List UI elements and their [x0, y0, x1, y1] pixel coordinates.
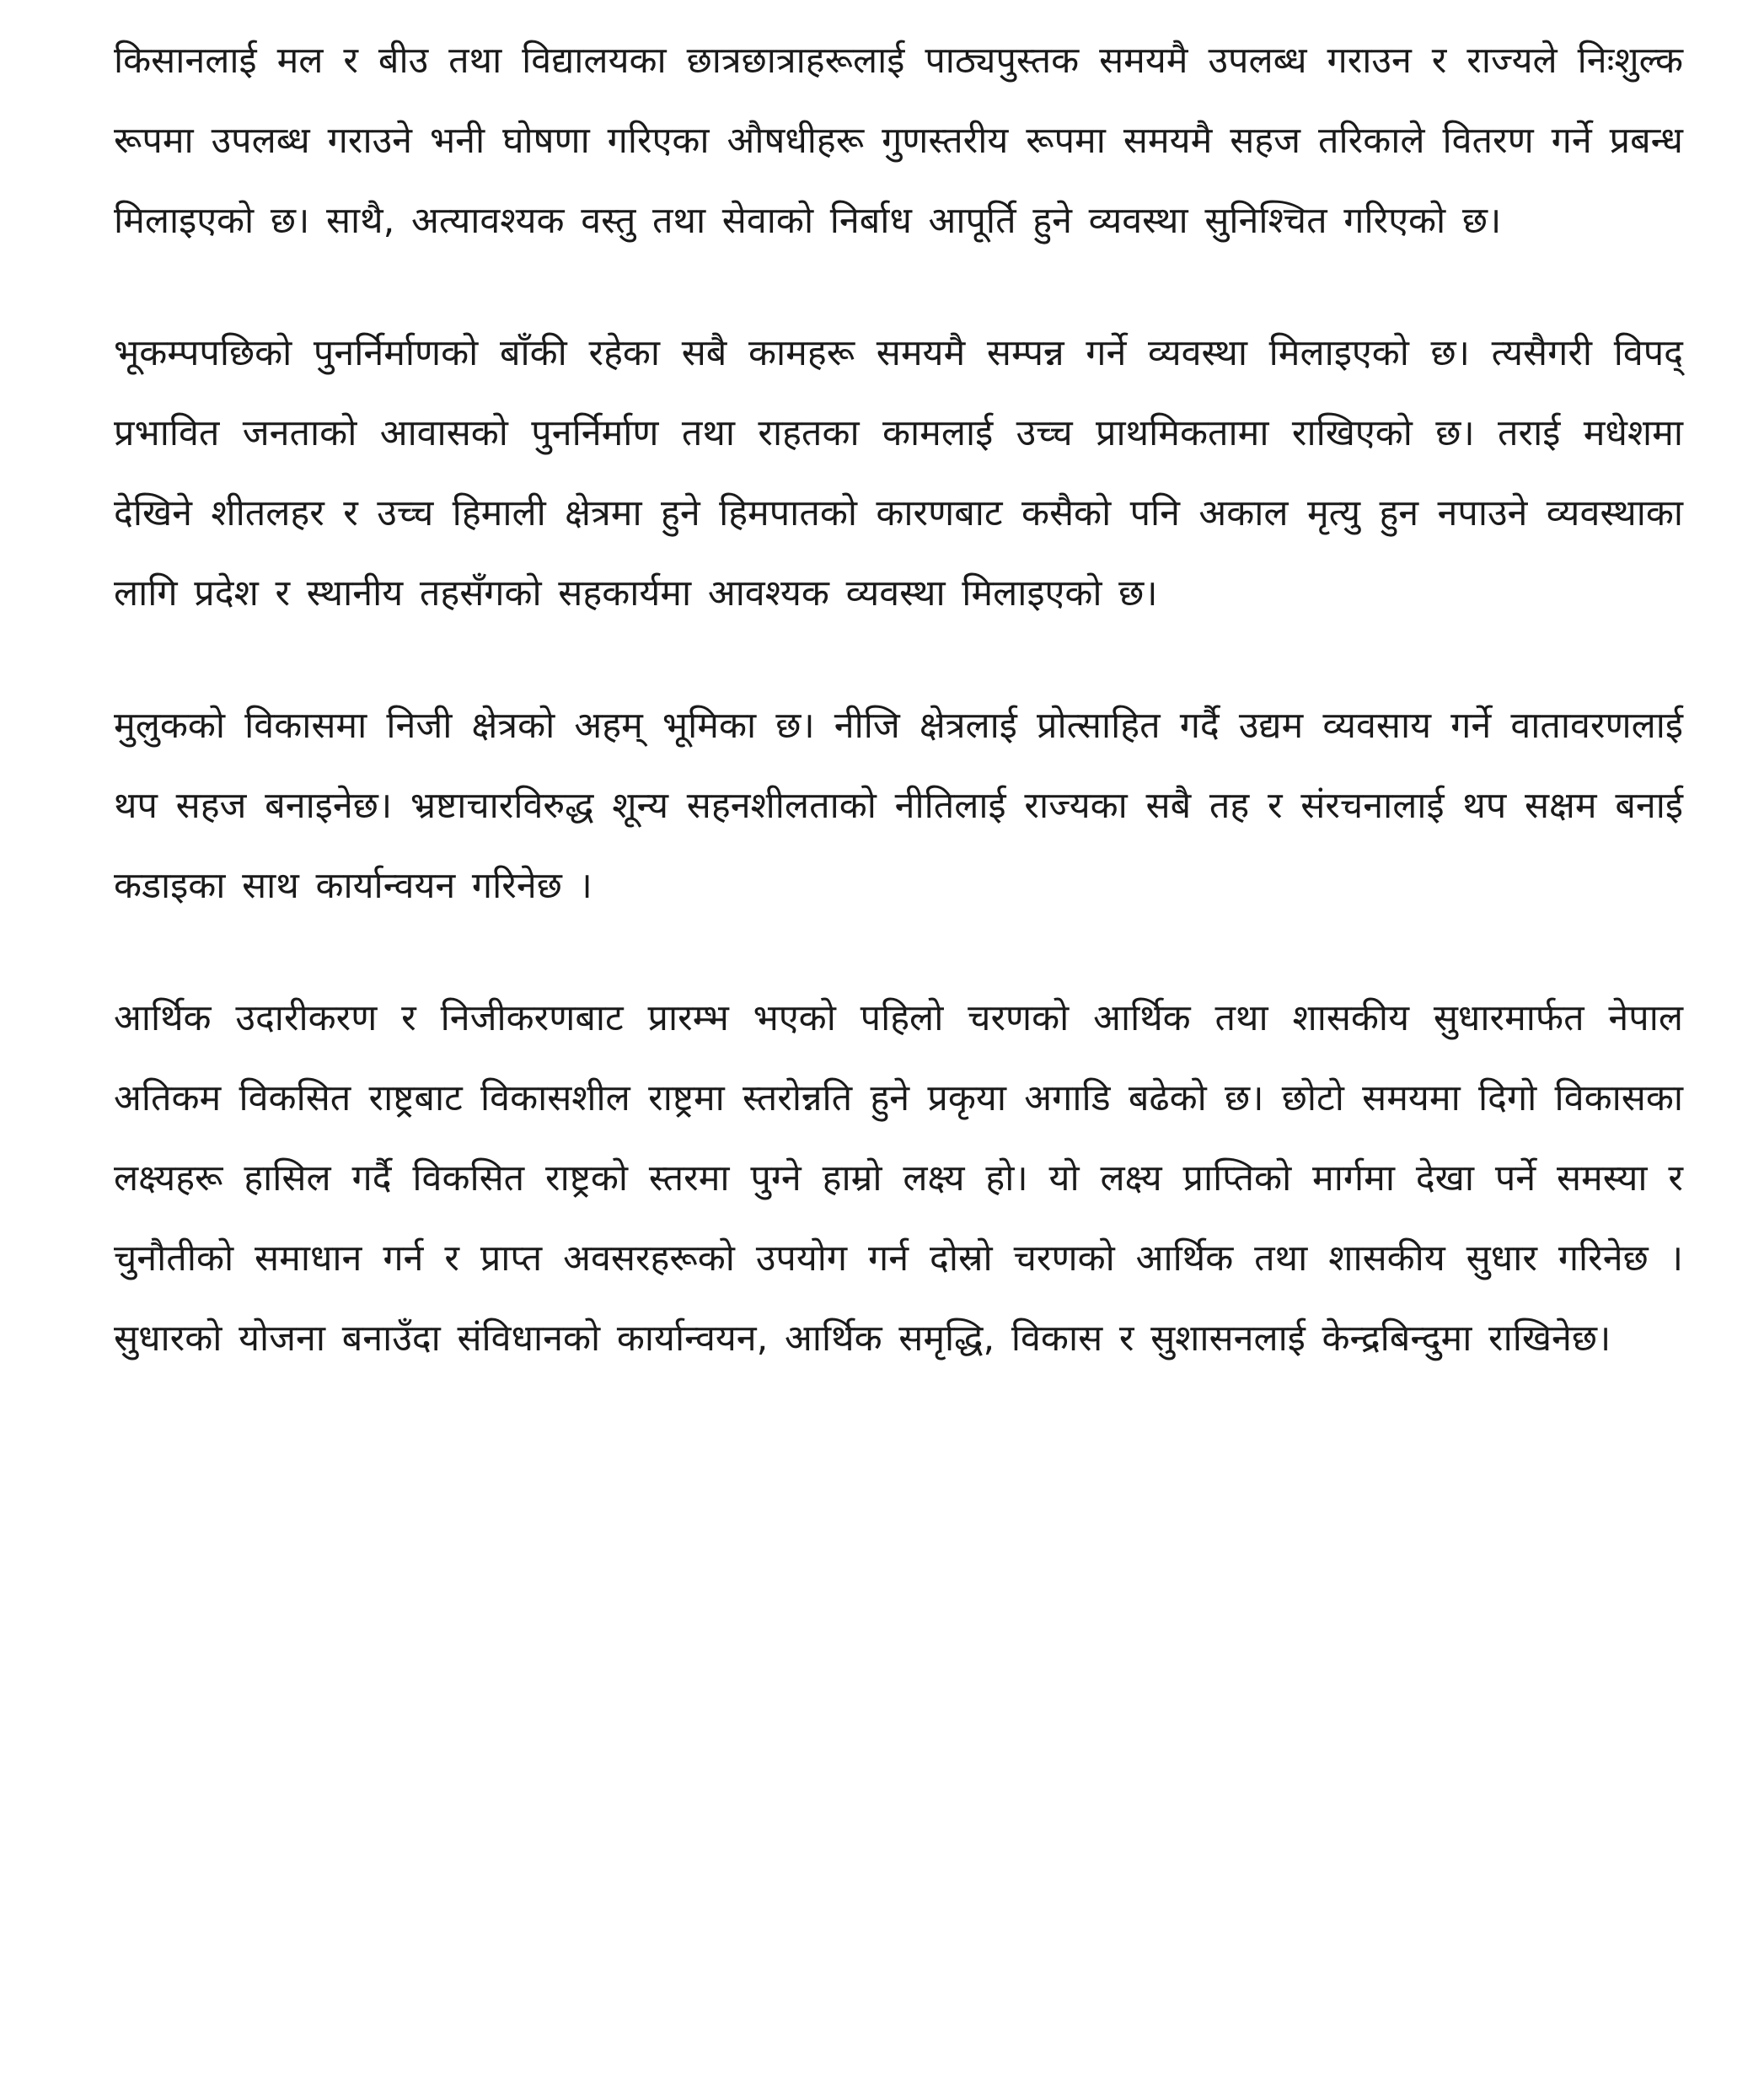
paragraph-3: मुलुकको विकासमा निजी क्षेत्रको अहम् भूमिका छ। नीजि क्षेत्रलाई प्रोत्साहित गर्दै उद्यम व्यवसाय गर्ने वातावरणलाई थप सहज बनाइनेछ। भ्रष्टाचारविरुद्ध शून्य सहनशीलताको नीतिलाई राज्यका सबै तह र संरचनालाई थप सक्षम बनाई कडाइका साथ कार्यान्वयन गरिनेछ ।: [114, 705, 1683, 907]
paragraph-1: किसानलाई मल र बीउ तथा विद्यालयका छात्रछात्राहरूलाई पाठ्यपुस्तक समयमै उपलब्ध गराउन र राज्यले निःशुल्क रूपमा उपलब्ध गराउने भनी घोषणा गरिएका औषधीहरू गुणस्तरीय रूपमा समयमै सहज तरिकाले वितरण गर्ने प्रबन्ध मिलाइएको छ। साथै, अत्यावश्यक वस्तु तथा सेवाको निर्बाध आपूर्ति हुने व्यवस्था सुनिश्चित गरिएको छ।: [114, 40, 1683, 242]
paragraph-4: आर्थिक उदारीकरण र निजीकरणबाट प्रारम्भ भएको पहिलो चरणको आर्थिक तथा शासकीय सुधारमार्फत नेपाल अतिकम विकसित राष्ट्रबाट विकासशील राष्ट्रमा स्तरोन्नति हुने प्रकृया अगाडि बढेको छ। छोटो समयमा दिगो विकासका लक्ष्यहरू हासिल गर्दै विकसित राष्ट्रको स्तरमा पुग्ने हाम्रो लक्ष्य हो। यो लक्ष्य प्राप्तिको मार्गमा देखा पर्ने समस्या र चुनौतीको समाधान गर्न र प्राप्त अवसरहरूको उपयोग गर्न दोस्रो चरणको आर्थिक तथा शासकीय सुधार गरिनेछ । सुधारको योजना बनाउँदा संविधानको कार्यान्वयन, आर्थिक समृद्धि, विकास र सुशासनलाई केन्द्रबिन्दुमा राखिनेछ।: [114, 997, 1683, 1360]
paragraph-2: भूकम्पपछिको पुनर्निर्माणको बाँकी रहेका सबै कामहरू समयमै सम्पन्न गर्ने व्यवस्था मिलाइएको छ। त्यसैगरी विपद् प्रभावित जनताको आवासको पुनर्निर्माण तथा राहतका कामलाई उच्च प्राथमिकतामा राखिएको छ। तराई मधेशमा देखिने शीतलहर र उच्च हिमाली क्षेत्रमा हुने हिमपातको कारणबाट कसैको पनि अकाल मृत्यु हुन नपाउने व्यवस्थाका लागि प्रदेश र स्थानीय तहसँगको सहकार्यमा आवश्यक व्यवस्था मिलाइएको छ।: [114, 332, 1683, 614]
document-page: [114, 21, 1683, 1379]
